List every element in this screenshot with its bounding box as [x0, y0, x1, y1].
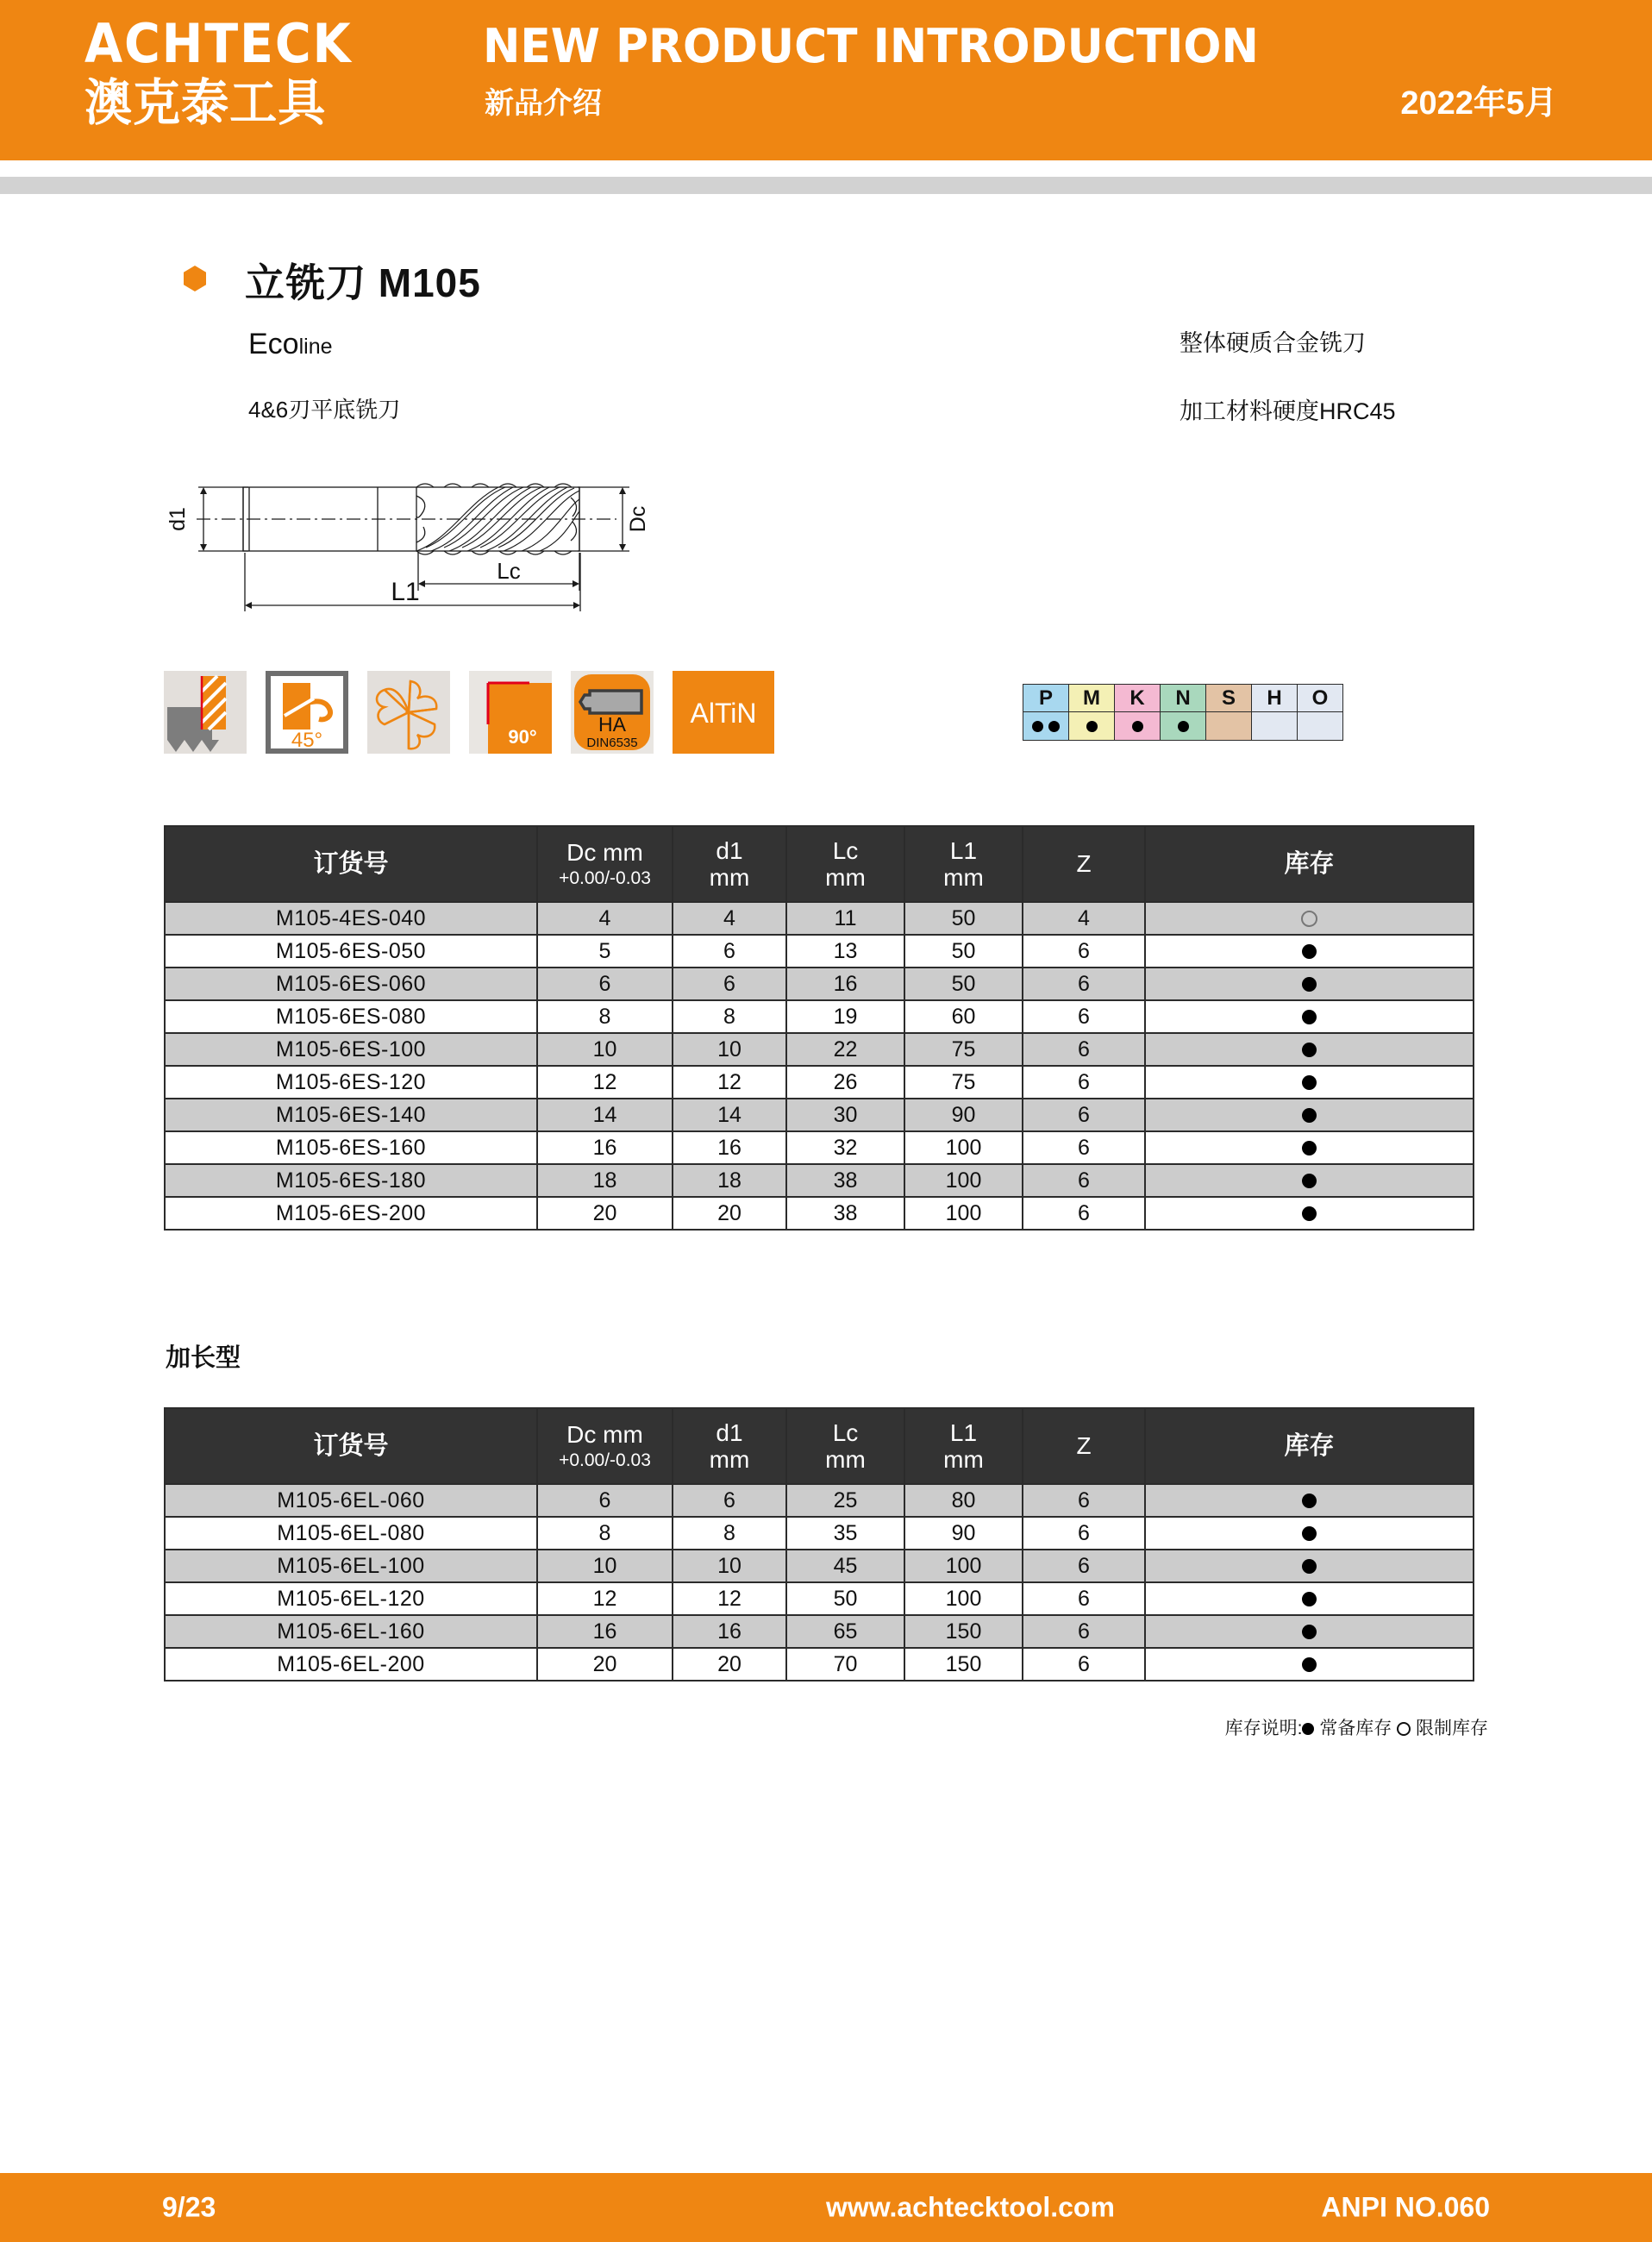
footer-document-number: ANPI NO.060 [1321, 2191, 1490, 2223]
col-dc: Dc mm +0.00/-0.03 [537, 826, 673, 902]
table-row [165, 1484, 1474, 1517]
cell-dc: 12 [537, 1066, 673, 1099]
material-group-chart [1023, 684, 1343, 741]
shoulder-milling-icon [164, 671, 247, 754]
cell-l1: 75 [904, 1033, 1023, 1066]
logo-wordmark: ACHTECK [84, 12, 353, 75]
material-col-H-dots [1252, 712, 1298, 741]
drawing-label-lc: Lc [497, 558, 521, 584]
footer-website-url[interactable]: www.achtecktool.com [826, 2191, 1115, 2223]
cell-d1: 6 [673, 935, 786, 968]
col-lc: Lc mm [786, 826, 904, 902]
col-z: Z [1023, 1408, 1145, 1484]
cell-stock [1145, 1615, 1474, 1648]
material-col-O-dots [1298, 712, 1343, 741]
cell-l1: 150 [904, 1648, 1023, 1681]
col-lc: Lc mm [786, 1408, 904, 1484]
material-col-K-dots [1115, 712, 1161, 741]
cell-z: 6 [1023, 1197, 1145, 1230]
logo-chinese-name: 澳克泰工具 [84, 75, 327, 131]
cell-lc: 16 [786, 968, 904, 1000]
material-col-O-letter: O [1298, 685, 1343, 712]
shank-din-label: DIN6535 [586, 736, 638, 750]
col-order-no: 订货号 [165, 1408, 537, 1484]
stocked-dot-icon [1302, 1494, 1317, 1508]
stock-legend-limited: 限制库存 [1416, 1719, 1488, 1738]
material-col-M-dots [1069, 712, 1115, 741]
cell-d1: 20 [673, 1197, 786, 1230]
suitability-dot [1086, 721, 1098, 732]
stocked-dot-icon [1302, 1723, 1314, 1735]
page-header [0, 0, 1652, 160]
cell-dc: 12 [537, 1582, 673, 1615]
cell-lc: 30 [786, 1099, 904, 1131]
material-col-H-letter: H [1252, 685, 1298, 712]
table-row [165, 1582, 1474, 1615]
cell-d1: 18 [673, 1164, 786, 1197]
cell-z: 6 [1023, 1550, 1145, 1582]
cell-l1: 50 [904, 968, 1023, 1000]
cell-d1: 16 [673, 1131, 786, 1164]
cell-l1: 50 [904, 902, 1023, 935]
cell-stock [1145, 902, 1474, 935]
stocked-dot-icon [1302, 1174, 1317, 1188]
table-row [165, 1066, 1474, 1099]
cell-order-no: M105-6EL-120 [165, 1582, 537, 1615]
cell-z: 6 [1023, 1648, 1145, 1681]
stocked-dot-icon [1302, 1043, 1317, 1057]
page-footer [0, 2173, 1652, 2242]
cell-d1: 6 [673, 968, 786, 1000]
stocked-dot-icon [1302, 1559, 1317, 1574]
helix-angle-label: 45° [291, 729, 323, 752]
table-row [165, 902, 1474, 935]
stock-legend-prefix: 库存说明: [1224, 1719, 1303, 1738]
col-order-no: 订货号 [165, 826, 537, 902]
cell-z: 6 [1023, 1066, 1145, 1099]
cell-dc: 16 [537, 1615, 673, 1648]
suitability-dot [1178, 721, 1189, 732]
col-d1: d1 mm [673, 1408, 786, 1484]
cell-lc: 25 [786, 1484, 904, 1517]
cell-order-no: M105-6ES-100 [165, 1033, 537, 1066]
table-row [165, 935, 1474, 968]
material-letter-row [1023, 685, 1343, 712]
cell-stock [1145, 1099, 1474, 1131]
cell-d1: 10 [673, 1033, 786, 1066]
header-title: NEW PRODUCT INTRODUCTION [483, 19, 1259, 73]
cell-order-no: M105-6ES-160 [165, 1131, 537, 1164]
cell-dc: 6 [537, 1484, 673, 1517]
stocked-dot-icon [1302, 977, 1317, 992]
cell-lc: 13 [786, 935, 904, 968]
company-logo [84, 12, 369, 138]
cell-l1: 100 [904, 1197, 1023, 1230]
table-row [165, 1000, 1474, 1033]
cell-lc: 38 [786, 1197, 904, 1230]
cell-z: 6 [1023, 1615, 1145, 1648]
cell-stock [1145, 968, 1474, 1000]
cell-d1: 10 [673, 1550, 786, 1582]
cell-l1: 90 [904, 1099, 1023, 1131]
col-dc: Dc mm +0.00/-0.03 [537, 1408, 673, 1484]
cell-d1: 12 [673, 1066, 786, 1099]
cell-stock [1145, 1517, 1474, 1550]
product-line-label [248, 328, 333, 361]
cell-l1: 90 [904, 1517, 1023, 1550]
cell-stock [1145, 1484, 1474, 1517]
cell-z: 4 [1023, 902, 1145, 935]
cell-order-no: M105-4ES-040 [165, 902, 537, 935]
shank-ha-label: HA [598, 713, 626, 736]
table-row [165, 968, 1474, 1000]
stock-legend [1225, 1714, 1488, 1740]
drawing-label-d1: d1 [166, 507, 190, 531]
cell-d1: 20 [673, 1648, 786, 1681]
header-divider [0, 177, 1652, 194]
cell-dc: 5 [537, 935, 673, 968]
tool-technical-drawing [147, 453, 655, 617]
cell-l1: 60 [904, 1000, 1023, 1033]
cell-order-no: M105-6EL-080 [165, 1517, 537, 1550]
coating-label: AlTiN [690, 698, 757, 729]
footer-page-number: 9/23 [162, 2191, 216, 2223]
standard-table-head [165, 826, 1474, 902]
stocked-dot-icon [1302, 1657, 1317, 1672]
table-row [165, 1131, 1474, 1164]
cell-z: 6 [1023, 935, 1145, 968]
cell-lc: 26 [786, 1066, 904, 1099]
cell-order-no: M105-6ES-140 [165, 1099, 537, 1131]
helix-angle-45-icon [266, 671, 348, 754]
cell-z: 6 [1023, 1000, 1145, 1033]
cell-stock [1145, 1066, 1474, 1099]
material-col-N-letter: N [1161, 685, 1206, 712]
cell-stock [1145, 1648, 1474, 1681]
stocked-dot-icon [1302, 1206, 1317, 1221]
table-row [165, 1033, 1474, 1066]
material-col-N-dots [1161, 712, 1206, 741]
suitability-dot [1132, 721, 1143, 732]
material-col-M-letter: M [1069, 685, 1115, 712]
cell-order-no: M105-6EL-160 [165, 1615, 537, 1648]
stocked-dot-icon [1302, 1625, 1317, 1639]
cell-lc: 45 [786, 1550, 904, 1582]
stocked-dot-icon [1302, 1141, 1317, 1155]
cell-lc: 22 [786, 1033, 904, 1066]
product-line-main: Eco [248, 328, 299, 360]
cell-d1: 6 [673, 1484, 786, 1517]
col-l1: L1 mm [904, 1408, 1023, 1484]
col-d1: d1 mm [673, 826, 786, 902]
col-z: Z [1023, 826, 1145, 902]
cell-stock [1145, 1197, 1474, 1230]
cell-z: 6 [1023, 1099, 1145, 1131]
cell-dc: 20 [537, 1197, 673, 1230]
cell-stock [1145, 1582, 1474, 1615]
cell-stock [1145, 935, 1474, 968]
cell-order-no: M105-6ES-120 [165, 1066, 537, 1099]
cell-dc: 14 [537, 1099, 673, 1131]
cell-dc: 10 [537, 1033, 673, 1066]
cell-l1: 100 [904, 1164, 1023, 1197]
section-label-long: 加长型 [166, 1344, 241, 1372]
cell-order-no: M105-6EL-100 [165, 1550, 537, 1582]
standard-table-body [165, 902, 1474, 1230]
cell-dc: 6 [537, 968, 673, 1000]
cell-l1: 80 [904, 1484, 1023, 1517]
cell-dc: 8 [537, 1517, 673, 1550]
material-dot-row [1023, 712, 1343, 741]
cell-dc: 18 [537, 1164, 673, 1197]
cell-z: 6 [1023, 1484, 1145, 1517]
cell-z: 6 [1023, 1164, 1145, 1197]
cell-d1: 8 [673, 1000, 786, 1033]
cell-order-no: M105-6EL-060 [165, 1484, 537, 1517]
cell-lc: 32 [786, 1131, 904, 1164]
product-spec-material: 整体硬质合金铣刀 [1180, 330, 1366, 356]
drawing-label-dc: Dc [626, 505, 650, 533]
cell-stock [1145, 1000, 1474, 1033]
product-spec-hardness: 加工材料硬度HRC45 [1180, 398, 1396, 424]
cell-stock [1145, 1550, 1474, 1582]
cell-z: 6 [1023, 1033, 1145, 1066]
cell-z: 6 [1023, 1131, 1145, 1164]
col-stock: 库存 [1145, 826, 1474, 902]
cell-dc: 8 [537, 1000, 673, 1033]
standard-product-table [164, 825, 1474, 1231]
table-row [165, 1615, 1474, 1648]
cell-l1: 100 [904, 1131, 1023, 1164]
stocked-dot-icon [1302, 1010, 1317, 1024]
limited-ring-icon [1301, 911, 1317, 927]
page-title: 立铣刀 M105 [245, 260, 481, 305]
table-row [165, 1099, 1474, 1131]
coating-altin-icon [673, 671, 774, 754]
cell-dc: 20 [537, 1648, 673, 1681]
long-product-table [164, 1407, 1474, 1682]
cell-l1: 75 [904, 1066, 1023, 1099]
material-col-K-letter: K [1115, 685, 1161, 712]
cell-order-no: M105-6ES-080 [165, 1000, 537, 1033]
header-date: 2022年5月 [1400, 85, 1557, 122]
drawing-label-l1: L1 [391, 578, 420, 606]
cell-order-no: M105-6ES-050 [165, 935, 537, 968]
cell-order-no: M105-6ES-180 [165, 1164, 537, 1197]
cell-d1: 16 [673, 1615, 786, 1648]
cell-lc: 35 [786, 1517, 904, 1550]
table-row [165, 1648, 1474, 1681]
flute-cross-section-icon [367, 671, 450, 754]
shank-ha-din6535-icon [571, 671, 654, 754]
cell-lc: 70 [786, 1648, 904, 1681]
cell-l1: 100 [904, 1550, 1023, 1582]
cell-d1: 8 [673, 1517, 786, 1550]
cell-order-no: M105-6ES-200 [165, 1197, 537, 1230]
cell-stock [1145, 1033, 1474, 1066]
corner-angle-90-icon [469, 671, 552, 754]
cell-dc: 10 [537, 1550, 673, 1582]
col-l1: L1 mm [904, 826, 1023, 902]
cell-d1: 4 [673, 902, 786, 935]
cell-order-no: M105-6EL-200 [165, 1648, 537, 1681]
cell-lc: 65 [786, 1615, 904, 1648]
suitability-dot [1032, 721, 1043, 732]
cell-dc: 4 [537, 902, 673, 935]
product-line-suffix: line [298, 335, 333, 359]
cell-stock [1145, 1131, 1474, 1164]
material-col-P-dots [1023, 712, 1069, 741]
table-row [165, 1550, 1474, 1582]
col-stock: 库存 [1145, 1408, 1474, 1484]
cell-lc: 11 [786, 902, 904, 935]
cell-z: 6 [1023, 1517, 1145, 1550]
material-col-P-letter: P [1023, 685, 1069, 712]
suitability-dot [1048, 721, 1060, 732]
product-description: 4&6刃平底铣刀 [248, 397, 401, 423]
table-row [165, 1197, 1474, 1230]
cell-lc: 19 [786, 1000, 904, 1033]
cell-lc: 50 [786, 1582, 904, 1615]
stocked-dot-icon [1302, 1592, 1317, 1606]
cell-l1: 50 [904, 935, 1023, 968]
header-subtitle: 新品介绍 [485, 87, 602, 120]
limited-ring-icon [1397, 1722, 1411, 1736]
material-col-S-dots [1206, 712, 1252, 741]
cell-lc: 38 [786, 1164, 904, 1197]
bullet-hexagon-icon [184, 266, 206, 291]
table-row [165, 1517, 1474, 1550]
long-table-body [165, 1484, 1474, 1681]
cell-stock [1145, 1164, 1474, 1197]
long-table-head [165, 1408, 1474, 1484]
cell-dc: 16 [537, 1131, 673, 1164]
cell-d1: 14 [673, 1099, 786, 1131]
cell-l1: 100 [904, 1582, 1023, 1615]
cell-l1: 150 [904, 1615, 1023, 1648]
cell-z: 6 [1023, 1582, 1145, 1615]
material-col-S-letter: S [1206, 685, 1252, 712]
cell-d1: 12 [673, 1582, 786, 1615]
stocked-dot-icon [1302, 1075, 1317, 1090]
table-row [165, 1164, 1474, 1197]
cell-z: 6 [1023, 968, 1145, 1000]
corner-angle-label: 90° [508, 726, 537, 748]
stocked-dot-icon [1302, 1108, 1317, 1123]
cell-order-no: M105-6ES-060 [165, 968, 537, 1000]
stocked-dot-icon [1302, 1526, 1317, 1541]
stocked-dot-icon [1302, 944, 1317, 959]
stock-legend-stocked: 常备库存 [1319, 1719, 1392, 1738]
